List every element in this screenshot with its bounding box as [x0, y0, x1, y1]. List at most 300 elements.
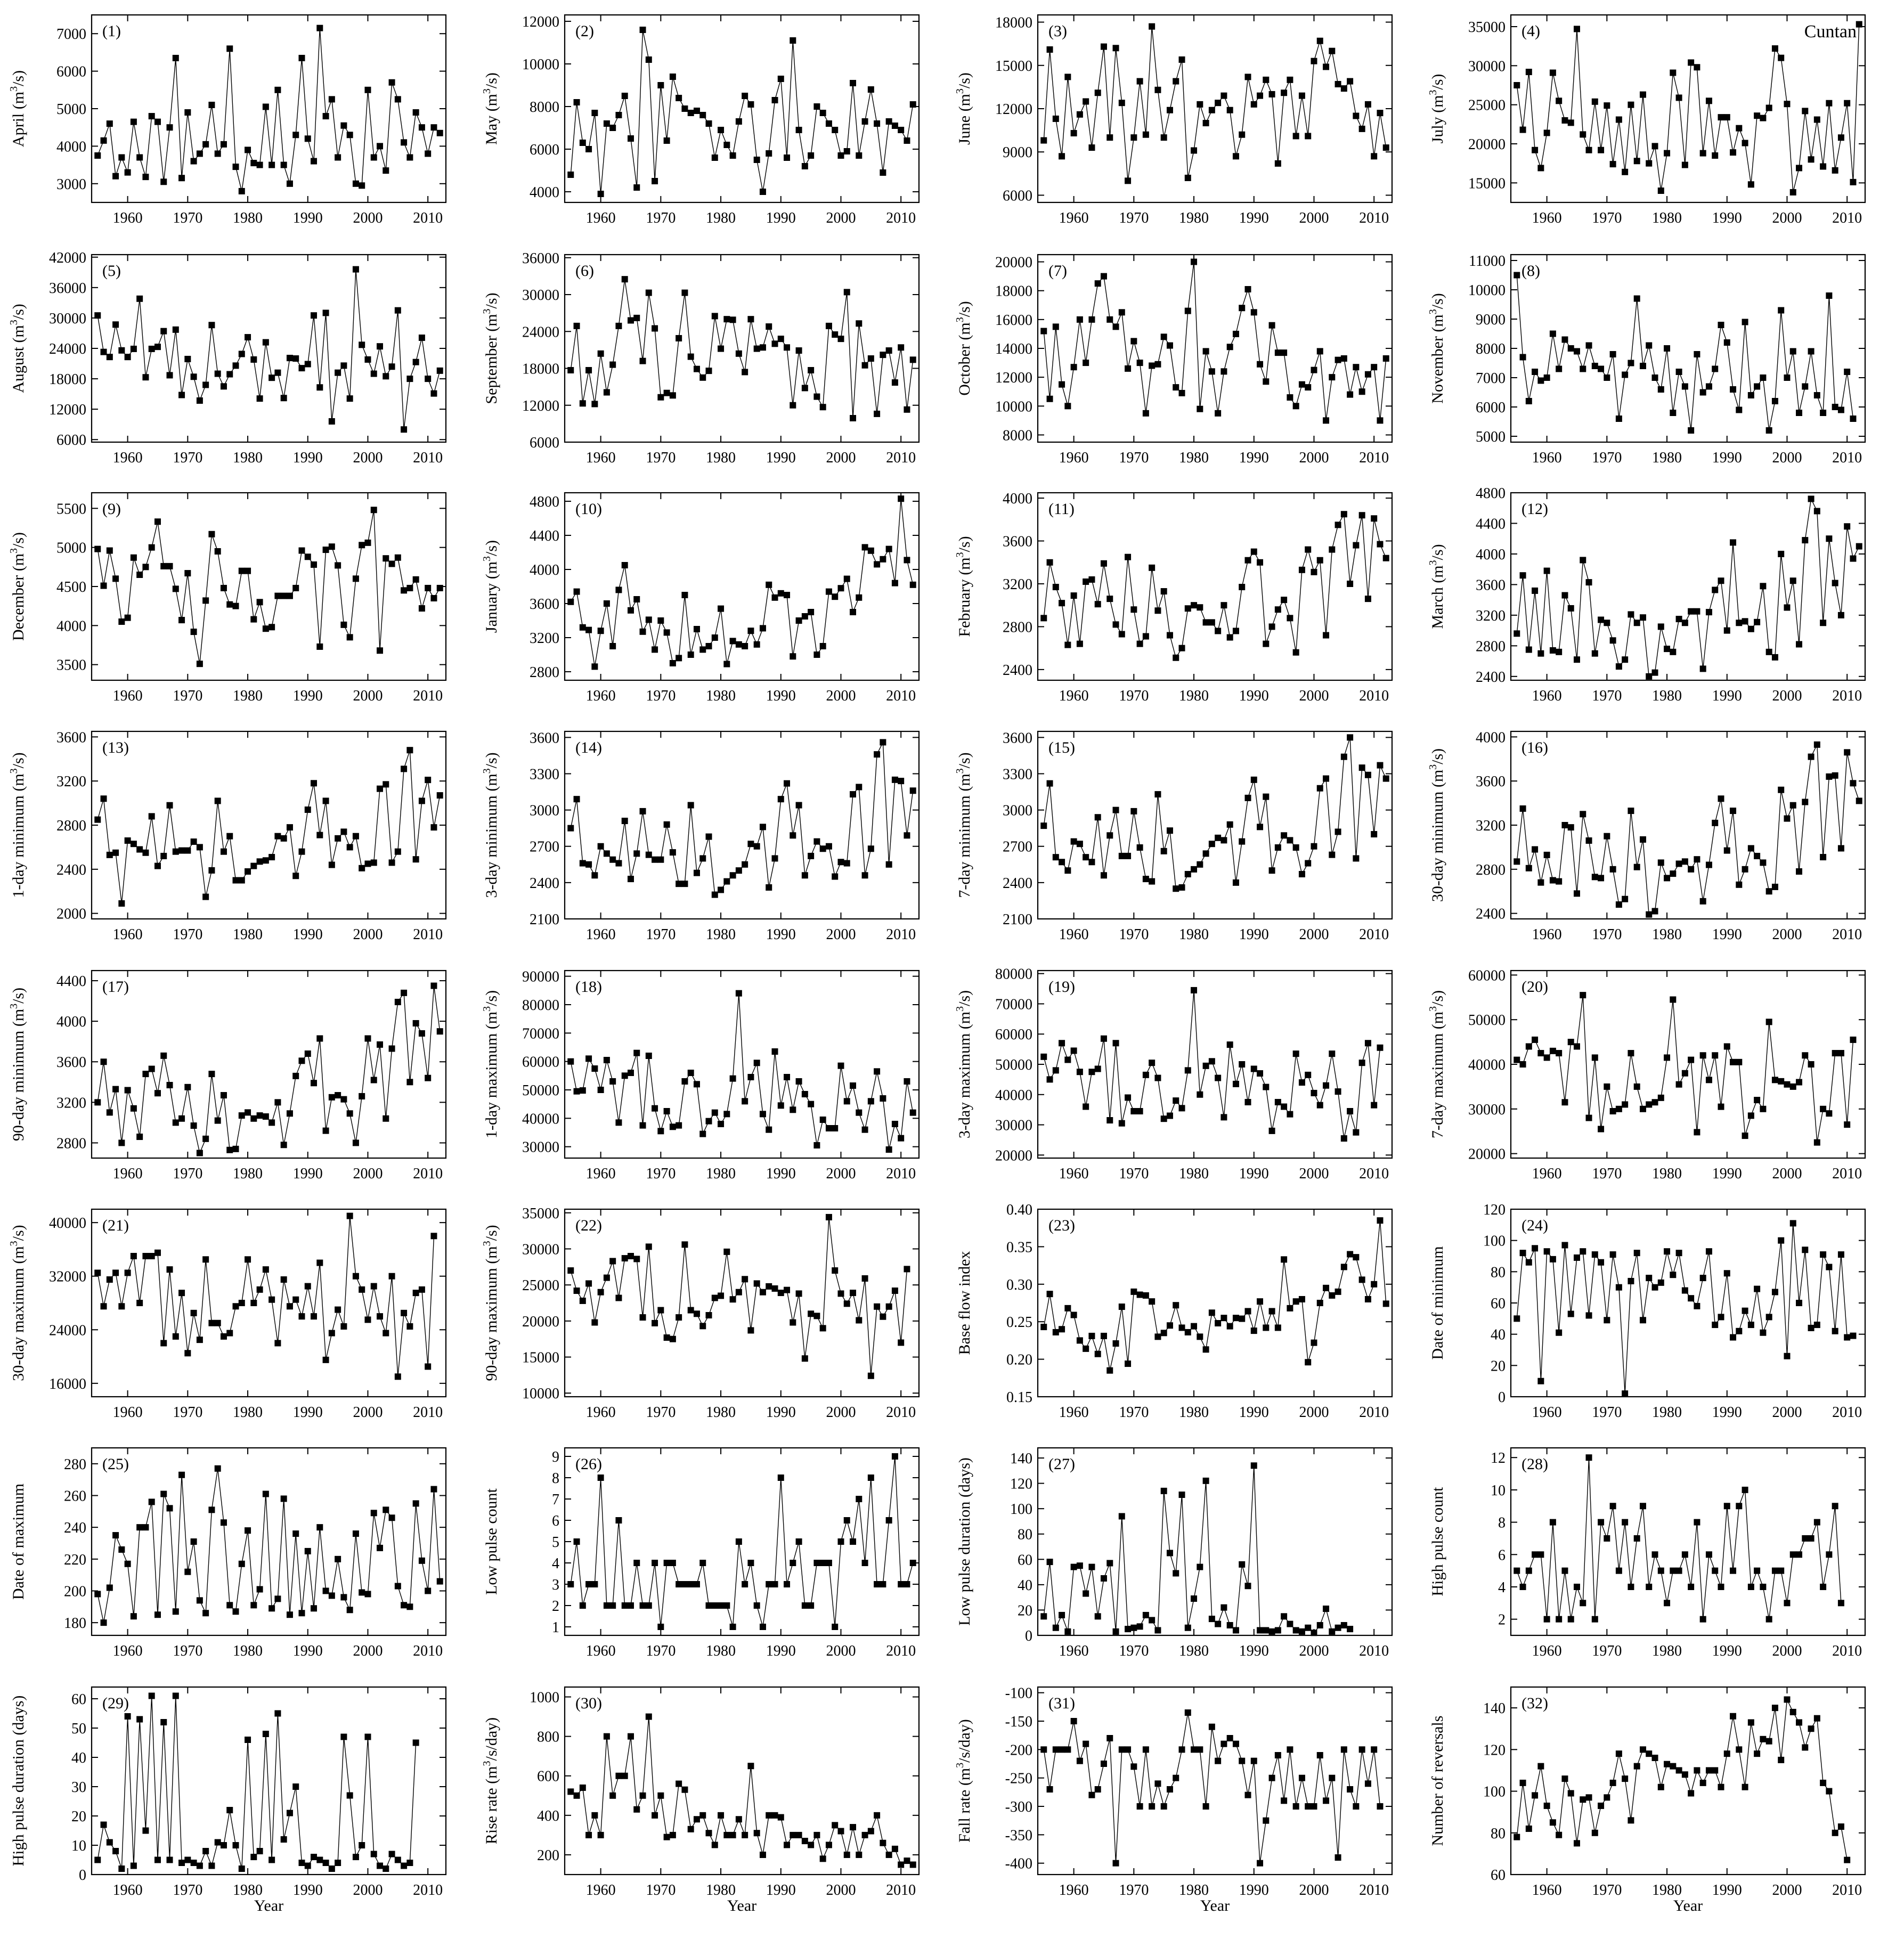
x-tick-label: 2000: [826, 450, 856, 466]
data-point: [609, 1258, 616, 1264]
data-point: [723, 142, 730, 148]
data-point: [1784, 605, 1790, 611]
data-point: [118, 1546, 125, 1553]
data-point: [694, 870, 700, 876]
y-tick-label: 2100: [530, 911, 559, 928]
y-tick-label: 12000: [522, 397, 559, 414]
data-point: [1826, 535, 1832, 542]
x-tick-label: 1990: [766, 450, 796, 466]
data-point: [837, 1828, 844, 1834]
data-point: [1275, 606, 1281, 613]
data-point: [802, 1355, 808, 1362]
data-point: [1095, 1613, 1101, 1619]
data-point: [1550, 1048, 1556, 1054]
data-point: [1730, 386, 1736, 393]
x-tick-label: 1990: [1239, 1643, 1269, 1659]
data-point: [1064, 867, 1071, 874]
y-tick-label: 16000: [995, 312, 1032, 329]
data-point: [1341, 1746, 1347, 1753]
data-point: [1161, 1330, 1167, 1336]
x-tick-label: 2000: [1299, 1882, 1329, 1899]
data-point: [1670, 1272, 1676, 1278]
data-point: [778, 336, 784, 342]
data-point: [118, 618, 125, 625]
data-point: [208, 322, 215, 328]
data-point: [832, 874, 838, 880]
y-tick-label: 3300: [530, 766, 559, 783]
y-axis-label: 7-day minimum $(m^3/s)$: [954, 752, 973, 898]
data-point: [1244, 1099, 1251, 1105]
data-point: [178, 1472, 185, 1478]
data-point: [1784, 816, 1790, 822]
data-point: [395, 1583, 401, 1590]
data-point: [323, 547, 329, 553]
data-point: [670, 74, 676, 80]
data-point: [263, 625, 269, 632]
y-tick-label: 7: [552, 1492, 559, 1508]
data-point: [281, 162, 287, 168]
data-point: [184, 570, 191, 576]
series-line: [571, 1717, 913, 1865]
data-point: [609, 643, 616, 649]
panel-number: (2): [575, 22, 594, 40]
data-point: [1293, 403, 1299, 409]
data-point: [263, 1113, 269, 1120]
data-point: [681, 1581, 688, 1587]
data-point: [1323, 1285, 1329, 1291]
data-point: [131, 1105, 137, 1112]
data-point: [316, 643, 323, 650]
x-tick-label: 2000: [1772, 1882, 1802, 1899]
data-point: [1598, 147, 1604, 153]
data-point: [1628, 808, 1634, 814]
data-point: [1149, 1803, 1155, 1810]
data-point: [1826, 773, 1832, 780]
data-point: [1688, 59, 1694, 66]
data-point: [316, 1857, 323, 1863]
data-point: [347, 1793, 353, 1799]
data-point: [886, 118, 892, 125]
data-point: [622, 818, 628, 824]
data-point: [226, 1147, 233, 1153]
data-point: [699, 1131, 706, 1137]
data-point: [437, 130, 443, 136]
data-point: [1197, 1333, 1203, 1340]
data-point: [1269, 623, 1275, 630]
data-point: [1688, 1584, 1694, 1590]
data-point: [1191, 259, 1197, 265]
data-point: [233, 1608, 239, 1615]
panel-31: [954, 1685, 1392, 1915]
data-point: [1227, 1622, 1233, 1628]
y-axis-label: January $(m^3/s)$: [481, 540, 500, 633]
data-point: [904, 1078, 910, 1085]
data-point: [292, 1530, 299, 1537]
data-point: [910, 1110, 916, 1116]
plot-frame: [92, 493, 446, 680]
data-point: [118, 347, 125, 354]
data-point: [1113, 1628, 1119, 1635]
y-tick-label: 2800: [56, 818, 86, 834]
data-point: [406, 1603, 413, 1610]
data-point: [257, 1286, 263, 1293]
data-point: [1742, 1308, 1748, 1314]
data-point: [1682, 1551, 1688, 1558]
data-point: [1838, 1050, 1844, 1056]
data-point: [226, 833, 233, 840]
data-point: [1244, 1792, 1251, 1798]
data-point: [1802, 1052, 1808, 1058]
data-point: [1742, 1487, 1748, 1493]
data-point: [359, 1842, 365, 1848]
y-tick-label: 9000: [1003, 144, 1032, 161]
data-point: [886, 1146, 892, 1153]
data-point: [670, 660, 676, 666]
data-point: [1040, 1613, 1047, 1619]
data-point: [1622, 169, 1628, 175]
data-point: [191, 629, 197, 635]
data-point: [1832, 1503, 1838, 1509]
data-point: [676, 1581, 682, 1587]
plot-frame: [565, 1687, 919, 1875]
y-tick-label: 5: [552, 1534, 559, 1551]
data-point: [287, 824, 293, 830]
data-point: [1106, 1560, 1113, 1566]
data-point: [202, 1136, 209, 1142]
data-point: [1556, 1616, 1562, 1623]
data-point: [1071, 838, 1077, 845]
x-tick-label: 1980: [1179, 450, 1209, 466]
data-point: [287, 1303, 293, 1309]
data-point: [688, 1070, 694, 1076]
data-point: [1233, 879, 1239, 886]
data-point: [826, 1842, 832, 1848]
data-point: [1676, 860, 1682, 867]
data-point: [1568, 119, 1574, 126]
data-point: [1113, 807, 1119, 813]
data-point: [1053, 1329, 1059, 1335]
data-point: [221, 1092, 227, 1098]
data-point: [94, 1857, 101, 1863]
data-point: [160, 563, 167, 569]
x-tick-label: 1970: [1592, 1166, 1622, 1182]
data-point: [813, 1560, 820, 1566]
x-tick-label: 1970: [1119, 688, 1149, 704]
data-point: [609, 362, 616, 368]
data-point: [1371, 1746, 1377, 1753]
y-tick-label: 8: [1498, 1514, 1506, 1531]
data-point: [197, 397, 203, 404]
x-tick-label: 1980: [233, 210, 263, 226]
data-point: [1724, 339, 1730, 346]
data-point: [1838, 1600, 1844, 1606]
data-point: [131, 119, 137, 125]
y-axis-label: High pulse count: [1429, 1487, 1446, 1596]
data-point: [353, 1273, 359, 1280]
data-point: [101, 349, 107, 355]
y-tick-label: 3200: [1476, 818, 1506, 834]
data-point: [598, 628, 604, 634]
data-point: [1359, 126, 1365, 132]
y-axis-label: Base flow index: [956, 1251, 973, 1355]
data-point: [94, 312, 101, 319]
data-point: [718, 1602, 724, 1609]
x-tick-label: 1990: [1239, 1882, 1269, 1899]
data-point: [347, 395, 353, 402]
y-tick-label: 60: [1491, 1867, 1506, 1884]
data-point: [1676, 616, 1682, 622]
data-point: [778, 1102, 784, 1109]
x-tick-label: 2010: [1832, 1404, 1862, 1421]
data-point: [832, 127, 838, 133]
data-point: [585, 1280, 592, 1286]
data-point: [142, 1071, 149, 1077]
data-point: [1077, 641, 1083, 647]
data-point: [1682, 1288, 1688, 1294]
data-point: [1215, 1075, 1221, 1081]
data-point: [1838, 407, 1844, 413]
data-point: [191, 838, 197, 845]
x-tick-label: 1970: [173, 450, 203, 466]
data-point: [598, 1832, 604, 1838]
data-point: [1724, 1043, 1730, 1049]
data-point: [118, 1303, 125, 1309]
data-point: [335, 1307, 341, 1313]
data-point: [898, 778, 904, 784]
data-point: [766, 1812, 772, 1819]
data-point: [1634, 864, 1640, 870]
x-tick-label: 1980: [233, 450, 263, 466]
data-point: [1329, 1050, 1335, 1057]
data-point: [1311, 569, 1317, 575]
x-tick-label: 1980: [1652, 1882, 1682, 1899]
data-point: [1586, 1115, 1592, 1121]
data-point: [904, 557, 910, 563]
data-point: [1748, 1584, 1754, 1590]
data-point: [323, 797, 329, 804]
data-point: [681, 592, 688, 598]
data-point: [107, 852, 113, 858]
data-point: [886, 347, 892, 354]
data-point: [1353, 1254, 1359, 1260]
data-point: [281, 835, 287, 842]
series-line: [97, 1696, 416, 1869]
data-point: [1197, 604, 1203, 610]
data-point: [688, 1826, 694, 1832]
data-point: [730, 1296, 736, 1302]
y-tick-label: 0.25: [1006, 1314, 1032, 1331]
data-point: [699, 1323, 706, 1329]
data-point: [1790, 1084, 1796, 1090]
data-point: [604, 600, 610, 607]
data-point: [886, 861, 892, 868]
data-point: [371, 1283, 377, 1290]
data-point: [1047, 1559, 1053, 1565]
data-point: [1778, 1078, 1784, 1085]
data-point: [591, 401, 598, 407]
data-point: [567, 172, 574, 178]
data-point: [681, 1241, 688, 1248]
data-point: [1106, 832, 1113, 838]
data-point: [688, 802, 694, 809]
data-point: [712, 1295, 718, 1301]
data-point: [419, 797, 425, 804]
data-point: [742, 861, 748, 868]
data-point: [904, 1581, 910, 1587]
data-point: [712, 1602, 718, 1609]
series-line: [1517, 1457, 1841, 1619]
data-point: [274, 833, 281, 840]
data-point: [1173, 1570, 1179, 1576]
x-tick-label: 2000: [353, 1166, 383, 1182]
data-point: [1083, 579, 1089, 585]
data-point: [1796, 1300, 1802, 1306]
data-point: [910, 1861, 916, 1868]
data-point: [1796, 1551, 1802, 1558]
data-point: [1059, 1746, 1065, 1753]
data-point: [1305, 1625, 1311, 1631]
data-point: [820, 110, 826, 116]
data-point: [1071, 592, 1077, 599]
data-point: [766, 1127, 772, 1133]
data-point: [1652, 1099, 1658, 1105]
data-point: [898, 1135, 904, 1142]
data-point: [826, 843, 832, 850]
data-point: [1706, 1248, 1712, 1254]
y-tick-label: 1000: [530, 1689, 559, 1706]
data-point: [437, 368, 443, 374]
panel-32: [1429, 1687, 1865, 1915]
data-point: [1568, 605, 1574, 612]
data-point: [1622, 1775, 1628, 1782]
data-point: [1317, 1102, 1323, 1109]
data-point: [202, 894, 209, 900]
data-point: [609, 1793, 616, 1799]
data-point: [406, 1323, 413, 1330]
panel-number: (23): [1048, 1217, 1075, 1234]
x-tick-label: 1980: [1179, 1882, 1209, 1899]
data-point: [1197, 1564, 1203, 1570]
data-point: [94, 1269, 101, 1276]
data-point: [1161, 134, 1167, 141]
data-point: [184, 1857, 191, 1863]
data-point: [1820, 854, 1826, 860]
data-point: [142, 850, 149, 856]
y-axis-label: March $(m^3/s)$: [1427, 544, 1446, 629]
data-point: [730, 152, 736, 159]
data-point: [353, 1139, 359, 1146]
data-point: [1329, 1775, 1335, 1781]
data-point: [1179, 1324, 1185, 1331]
data-point: [742, 1832, 748, 1838]
data-point: [1850, 780, 1856, 786]
x-tick-label: 1970: [1592, 926, 1622, 943]
data-point: [802, 385, 808, 391]
y-tick-label: 0.35: [1006, 1239, 1032, 1256]
data-point: [676, 655, 682, 661]
data-point: [585, 627, 592, 633]
data-point: [1149, 1060, 1155, 1066]
data-point: [1197, 101, 1203, 108]
x-tick-label: 1970: [1119, 450, 1149, 466]
y-tick-label: 9: [552, 1449, 559, 1465]
data-point: [329, 862, 335, 868]
data-point: [1293, 1803, 1299, 1810]
data-point: [298, 1057, 305, 1064]
x-tick-label: 1990: [292, 210, 323, 226]
data-point: [1191, 148, 1197, 154]
data-point: [1059, 153, 1065, 159]
data-point: [1640, 836, 1646, 843]
data-point: [910, 356, 916, 363]
data-point: [154, 1090, 161, 1096]
data-point: [790, 1106, 796, 1113]
data-point: [826, 1560, 832, 1566]
data-point: [112, 850, 119, 856]
data-point: [245, 146, 251, 153]
data-point: [892, 580, 898, 586]
data-point: [221, 1519, 227, 1526]
data-point: [268, 1297, 275, 1303]
data-point: [1520, 1780, 1526, 1786]
y-tick-label: 80: [1491, 1825, 1506, 1842]
data-point: [784, 1842, 790, 1848]
data-point: [910, 582, 916, 588]
data-point: [136, 154, 143, 161]
data-point: [1287, 1111, 1293, 1118]
data-point: [425, 1587, 431, 1594]
data-point: [856, 1110, 862, 1116]
data-point: [1244, 1583, 1251, 1589]
data-point: [1251, 777, 1257, 783]
x-tick-label: 1990: [292, 1882, 323, 1899]
data-point: [184, 1084, 191, 1090]
series-line: [571, 993, 913, 1150]
data-point: [425, 150, 431, 157]
data-point: [856, 1496, 862, 1502]
data-point: [107, 548, 113, 554]
data-point: [1353, 855, 1359, 861]
data-point: [1532, 369, 1538, 375]
data-point: [202, 1848, 209, 1854]
data-point: [1706, 1551, 1712, 1558]
data-point: [250, 1300, 257, 1306]
data-point: [154, 863, 161, 869]
data-point: [1784, 374, 1790, 381]
data-point: [215, 548, 221, 555]
data-point: [1574, 1043, 1580, 1049]
y-axis-label: 1-day maximum $(m^3/s)$: [481, 990, 500, 1139]
panel-number: (29): [102, 1695, 129, 1712]
x-tick-label: 1970: [1119, 1643, 1149, 1659]
data-point: [874, 1812, 880, 1819]
data-point: [1095, 89, 1101, 96]
data-point: [1748, 1719, 1754, 1725]
data-point: [1119, 631, 1125, 638]
data-point: [676, 335, 682, 341]
data-point: [1161, 1488, 1167, 1494]
data-point: [323, 309, 329, 316]
data-point: [292, 873, 299, 879]
data-point: [1167, 632, 1173, 639]
panel-22: [481, 1205, 919, 1421]
data-point: [131, 841, 137, 847]
data-point: [1592, 650, 1598, 657]
data-point: [1137, 1292, 1143, 1298]
data-point: [160, 1340, 167, 1346]
data-point: [820, 1325, 826, 1331]
data-point: [1760, 583, 1766, 589]
